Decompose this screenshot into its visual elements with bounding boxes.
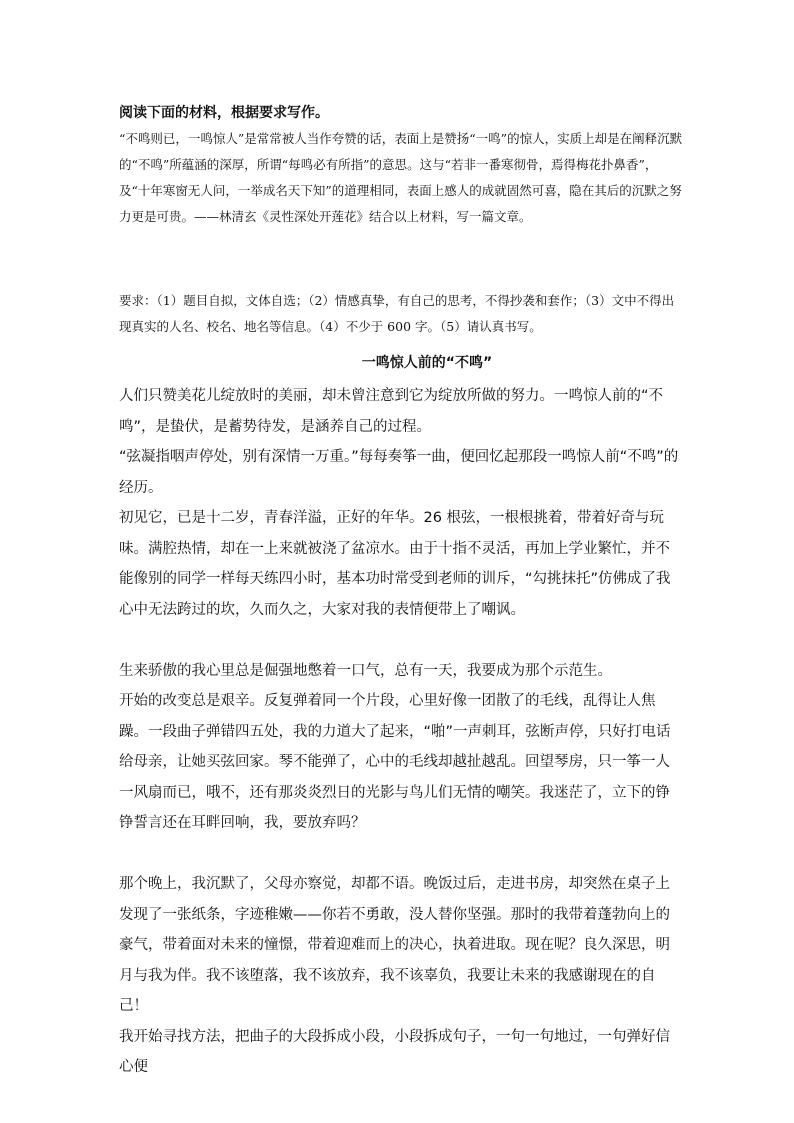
- essay-paragraph: “弦凝指咽声停处，别有深情一万重。”每每奏筝一曲，便回忆起那段一鸣惊人前“不鸣”的经历。: [119, 449, 679, 496]
- requirements-text: 要求：（1）题目自拟，文体自选；（2）情感真挚，有自己的思考，不得抄袭和套作；（3）文中不得出现真实的人名、校名、地名等信息。（4）不少于 600 字。（5）请认真书写。: [119, 293, 675, 334]
- essay-paragraph: 我开始寻找方法，把曲子的大段拆成小段，小段拆成句子，一句一句地过，一句弹好信心便: [119, 1028, 670, 1075]
- requirements-paragraph: [119, 288, 683, 340]
- paragraph-gap: [119, 625, 679, 656]
- essay-paragraph: 开始的改变总是艰辛。反复弹着同一个片段，心里好像一团散了的毛线，乱得让人焦躁。一段曲子弹错四五处，我的力道大了起来，“啪”一声刺耳，弦断声停，只好打电话给母亲，让她买弦回家。琴不能弹了，心中的毛线却越扯越乱。回望琴房，只一筝一人一风扇而已，哦不，还有那炎炎烈日的光影与鸟儿们无情的嘲笑。我迷茫了，立下的铮铮誓言还在耳畔回响，我，要放弃吗？: [119, 693, 671, 831]
- material-paragraph: [119, 126, 683, 230]
- task-heading: 阅读下面的材料，根据要求写作。: [119, 105, 329, 121]
- essay-paragraph: 人们只赞美花儿绽放时的美丽，却未曾注意到它为绽放所做的努力。一鸣惊人前的“不鸣”，是蛰伏，是蓄势待发，是涵养自己的过程。: [119, 388, 664, 435]
- essay-paragraph: 那个晚上，我沉默了，父母亦察觉，却都不语。晚饭过后，走进书房，却突然在桌子上发现了一张纸条，字迹稚嫩——你若不勇敢，没人替你坚强。那时的我带着蓬勃向上的豪气，带着面对未来的憧憬，带着迎难而上的决心，执着进取。现在呢？良久深思，明月与我为伴。我不该堕落，我不该放弃，我不该辜负，我要让未来的我感谢现在的自己！: [119, 876, 670, 1014]
- essay-paragraph: 初见它，已是十二岁，青春洋溢，正好的年华。26 根弦，一根根挑着，带着好奇与玩味。满腔热情，却在一上来就被浇了盆凉水。由于十指不灵活，再加上学业繁忙，并不能像别的同学一样每天练四小时，基本功时常受到老师的训斥，“勾挑抹托”仿佛成了我心中无法跨过的坎，久而久之，大家对我的表情便带上了嘲讽。: [119, 510, 671, 618]
- paragraph-gap: [119, 839, 679, 870]
- essay-title: 一鸣惊人前的“不鸣”: [361, 355, 493, 371]
- essay-body: [119, 381, 679, 1083]
- material-text: “不鸣则已，一鸣惊人”是常常被人当作夸赞的话，表面上是赞扬“一鸣”的惊人，实质上却是在阐释沉默的“不鸣”所蕴涵的深厚，所谓“每鸣必有所指”的意思。这与“若非一番寒彻骨，焉得梅花扑鼻香”，及“十年寒窗无人问，一举成名天下知”的道理相同，表面上感人的成就固然可喜，隐在其后的沉默之努力更是可贵。——林清玄《灵性深处开莲花》结合以上材料，写一篇文章。: [119, 131, 683, 224]
- essay-paragraph: 生来骄傲的我心里总是倔强地憋着一口气，总有一天，我要成为那个示范生。: [119, 662, 612, 679]
